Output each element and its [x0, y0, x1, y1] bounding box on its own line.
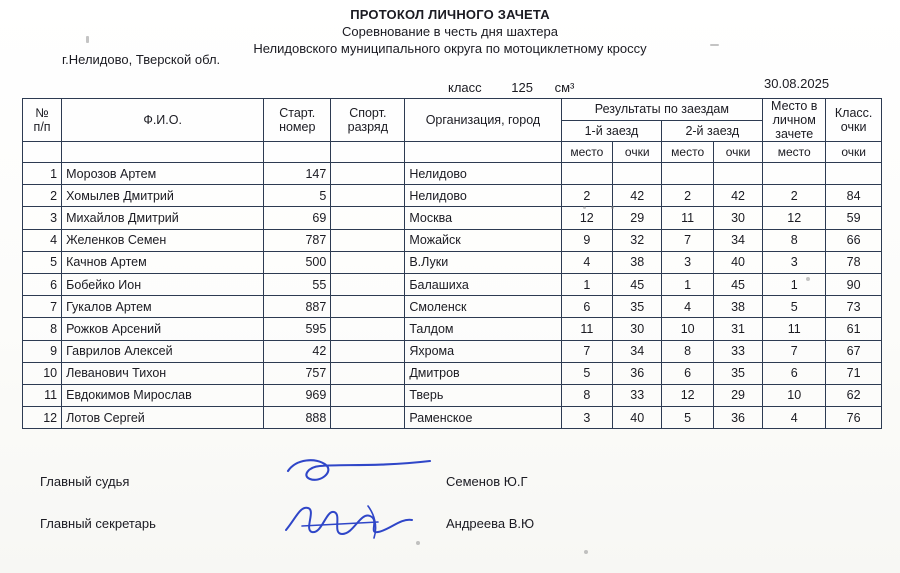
cell-start: 787	[264, 229, 331, 251]
subheader-empty-start	[264, 142, 331, 163]
header-start-number	[264, 99, 331, 142]
table-row	[23, 251, 882, 273]
cell-class-points	[826, 163, 882, 185]
header-race-2: 2-й заезд	[662, 120, 763, 142]
cell-race1-points: 32	[613, 229, 662, 251]
cell-number: 5	[23, 251, 62, 273]
paper-speck	[583, 206, 586, 209]
header-rank-line2: разряд	[347, 120, 388, 134]
cell-race2-points: 33	[713, 340, 762, 362]
cell-rank	[331, 185, 405, 207]
cell-race1-points: 45	[613, 273, 662, 295]
results-table	[22, 98, 882, 429]
cell-personal-place: 4	[763, 407, 826, 429]
cell-number: 6	[23, 273, 62, 295]
cell-race1-points: 38	[613, 251, 662, 273]
cell-class-points: 73	[826, 296, 882, 318]
cell-race1-place: 2	[561, 185, 613, 207]
cell-race2-place: 5	[662, 407, 714, 429]
document-header	[0, 6, 900, 57]
cell-fio: Хомылев Дмитрий	[62, 185, 264, 207]
subheader-race1-place: место	[561, 142, 613, 163]
subheader-class-points: очки	[826, 142, 882, 163]
cell-class-points: 84	[826, 185, 882, 207]
header-personal-line2: личном	[772, 113, 816, 127]
cell-number: 4	[23, 229, 62, 251]
header-points-line2: очки	[840, 120, 867, 134]
cell-number: 2	[23, 185, 62, 207]
cell-race2-points: 29	[713, 384, 762, 406]
header-personal-line3: зачете	[775, 127, 814, 141]
cell-race1-points: 34	[613, 340, 662, 362]
table-row	[23, 229, 882, 251]
cell-number: 9	[23, 340, 62, 362]
header-start-line1: Старт.	[279, 106, 316, 120]
cell-race2-place: 6	[662, 362, 714, 384]
cell-class-points: 76	[826, 407, 882, 429]
table-header-row-1	[23, 99, 882, 121]
header-start-line2: номер	[279, 120, 316, 134]
secretary-signature-icon	[282, 500, 442, 544]
cell-race1-points	[613, 163, 662, 185]
cell-race2-place	[662, 163, 714, 185]
cell-fio: Желенков Семен	[62, 229, 264, 251]
cell-rank	[331, 207, 405, 229]
cell-race1-points: 35	[613, 296, 662, 318]
cell-number: 3	[23, 207, 62, 229]
judge-name: Семенов Ю.Г	[446, 474, 528, 489]
cell-race2-place: 8	[662, 340, 714, 362]
cell-org: Талдом	[405, 318, 561, 340]
header-points-line1: Класс.	[834, 106, 873, 120]
cell-personal-place: 12	[763, 207, 826, 229]
cell-fio: Морозов Артем	[62, 163, 264, 185]
city-label: г.Нелидово, Тверской обл.	[62, 52, 221, 67]
cell-personal-place: 1	[763, 273, 826, 295]
cell-race2-place: 7	[662, 229, 714, 251]
cell-race2-place: 2	[662, 185, 714, 207]
cell-race1-place	[561, 163, 613, 185]
header-number	[23, 99, 62, 142]
cell-personal-place: 2	[763, 185, 826, 207]
class-value: 125	[511, 80, 533, 95]
cell-rank	[331, 251, 405, 273]
cell-fio: Леванович Тихон	[62, 362, 264, 384]
cell-start: 5	[264, 185, 331, 207]
judge-label: Главный судья	[40, 474, 130, 489]
cell-race1-points: 30	[613, 318, 662, 340]
cell-fio: Рожков Арсений	[62, 318, 264, 340]
table-row	[23, 407, 882, 429]
header-personal-place	[763, 99, 826, 142]
cell-start: 888	[264, 407, 331, 429]
header-organization: Организация, город	[405, 99, 561, 142]
cell-number: 8	[23, 318, 62, 340]
cell-org: Дмитров	[405, 362, 561, 384]
cell-org: В.Луки	[405, 251, 561, 273]
cell-race1-place: 11	[561, 318, 613, 340]
header-races-group: Результаты по заездам	[561, 99, 763, 121]
cell-race1-place: 3	[561, 407, 613, 429]
cell-personal-place: 7	[763, 340, 826, 362]
cell-personal-place: 3	[763, 251, 826, 273]
paper-speck	[584, 550, 588, 554]
cell-org: Раменское	[405, 407, 561, 429]
cell-race1-place: 8	[561, 384, 613, 406]
table-row	[23, 340, 882, 362]
cell-class-points: 66	[826, 229, 882, 251]
cell-start: 147	[264, 163, 331, 185]
cell-org: Балашиха	[405, 273, 561, 295]
cell-race2-place: 12	[662, 384, 714, 406]
cell-start: 887	[264, 296, 331, 318]
cell-race2-place: 4	[662, 296, 714, 318]
secretary-name: Андреева В.Ю	[446, 516, 535, 531]
cell-fio: Гаврилов Алексей	[62, 340, 264, 362]
table-subheader-row	[23, 142, 882, 163]
table-row	[23, 273, 882, 295]
cell-rank	[331, 273, 405, 295]
cell-class-points: 62	[826, 384, 882, 406]
cell-org: Яхрома	[405, 340, 561, 362]
cell-race1-place: 1	[561, 273, 613, 295]
table-row	[23, 362, 882, 384]
subheader-personal-place: место	[763, 142, 826, 163]
cell-rank	[331, 384, 405, 406]
cell-rank	[331, 362, 405, 384]
cell-org: Нелидово	[405, 163, 561, 185]
cell-rank	[331, 340, 405, 362]
cell-personal-place: 8	[763, 229, 826, 251]
cell-class-points: 78	[826, 251, 882, 273]
paper-speck	[416, 541, 420, 545]
cell-race2-points: 42	[713, 185, 762, 207]
document-date: 30.08.2025	[764, 76, 830, 91]
cell-fio: Гукалов Артем	[62, 296, 264, 318]
cell-org: Москва	[405, 207, 561, 229]
cell-personal-place: 10	[763, 384, 826, 406]
cell-class-points: 71	[826, 362, 882, 384]
cell-race2-place: 10	[662, 318, 714, 340]
cell-class-points: 61	[826, 318, 882, 340]
cell-number: 10	[23, 362, 62, 384]
subheader-race2-points: очки	[713, 142, 762, 163]
class-label: класс	[448, 80, 482, 95]
cell-org: Нелидово	[405, 185, 561, 207]
cell-personal-place	[763, 163, 826, 185]
cell-class-points: 90	[826, 273, 882, 295]
paper-speck	[86, 36, 89, 43]
page-title: ПРОТОКОЛ ЛИЧНОГО ЗАЧЕТА	[350, 7, 550, 22]
table-head	[23, 99, 882, 163]
cell-race2-points: 36	[713, 407, 762, 429]
cell-race1-points: 29	[613, 207, 662, 229]
cell-race2-place: 3	[662, 251, 714, 273]
cell-rank	[331, 407, 405, 429]
table-row	[23, 163, 882, 185]
cell-rank	[331, 229, 405, 251]
cell-race1-place: 5	[561, 362, 613, 384]
subheader-empty-fio	[62, 142, 264, 163]
cell-start: 757	[264, 362, 331, 384]
subtitle-line-1: Соревнование в честь дня шахтера	[342, 24, 558, 39]
judge-signature-icon	[282, 455, 442, 495]
subheader-empty-rank	[331, 142, 405, 163]
header-number-line2: п/п	[33, 120, 51, 134]
cell-start: 55	[264, 273, 331, 295]
cell-race1-points: 40	[613, 407, 662, 429]
cell-number: 11	[23, 384, 62, 406]
cell-fio: Качнов Артем	[62, 251, 264, 273]
cell-race2-place: 1	[662, 273, 714, 295]
subheader-empty-number	[23, 142, 62, 163]
cell-personal-place: 5	[763, 296, 826, 318]
cell-class-points: 67	[826, 340, 882, 362]
paper-speck	[611, 206, 614, 209]
table-row	[23, 207, 882, 229]
cell-fio: Евдокимов Мирослав	[62, 384, 264, 406]
subheader-race2-place: место	[662, 142, 714, 163]
cell-race1-points: 36	[613, 362, 662, 384]
cell-personal-place: 11	[763, 318, 826, 340]
class-units: см³	[554, 80, 575, 95]
paper-speck	[806, 277, 810, 281]
cell-start: 42	[264, 340, 331, 362]
table-row	[23, 318, 882, 340]
secretary-label: Главный секретарь	[40, 516, 156, 531]
cell-race2-points: 34	[713, 229, 762, 251]
class-line	[448, 80, 574, 95]
paper-speck	[710, 44, 719, 46]
header-class-points	[826, 99, 882, 142]
cell-org: Тверь	[405, 384, 561, 406]
cell-race2-points: 31	[713, 318, 762, 340]
cell-org: Смоленск	[405, 296, 561, 318]
subheader-empty-org	[405, 142, 561, 163]
header-fio: Ф.И.О.	[62, 99, 264, 142]
cell-race2-place: 11	[662, 207, 714, 229]
cell-race1-place: 7	[561, 340, 613, 362]
cell-rank	[331, 296, 405, 318]
header-personal-line1: Место в	[771, 99, 818, 113]
cell-race1-points: 33	[613, 384, 662, 406]
subtitle-line-2: Нелидовского муниципального округа по мотоциклетному кроссу	[253, 41, 647, 56]
header-rank-line1: Спорт.	[349, 106, 387, 120]
cell-race2-points: 45	[713, 273, 762, 295]
header-number-line1: №	[35, 106, 49, 120]
cell-number: 12	[23, 407, 62, 429]
cell-start: 969	[264, 384, 331, 406]
cell-fio: Бобейко Ион	[62, 273, 264, 295]
cell-class-points: 59	[826, 207, 882, 229]
cell-start: 595	[264, 318, 331, 340]
cell-race1-place: 4	[561, 251, 613, 273]
cell-fio: Михайлов Дмитрий	[62, 207, 264, 229]
cell-race2-points: 38	[713, 296, 762, 318]
cell-start: 69	[264, 207, 331, 229]
cell-number: 1	[23, 163, 62, 185]
header-race-1: 1-й заезд	[561, 120, 662, 142]
cell-race1-place: 12	[561, 207, 613, 229]
cell-fio: Лотов Сергей	[62, 407, 264, 429]
cell-rank	[331, 163, 405, 185]
cell-race1-place: 9	[561, 229, 613, 251]
cell-race1-place: 6	[561, 296, 613, 318]
cell-personal-place: 6	[763, 362, 826, 384]
table-row	[23, 296, 882, 318]
cell-race2-points: 40	[713, 251, 762, 273]
table-body	[23, 163, 882, 429]
cell-race2-points: 35	[713, 362, 762, 384]
table-row	[23, 384, 882, 406]
cell-rank	[331, 318, 405, 340]
cell-race2-points	[713, 163, 762, 185]
table-row	[23, 185, 882, 207]
cell-start: 500	[264, 251, 331, 273]
cell-race2-points: 30	[713, 207, 762, 229]
cell-org: Можайск	[405, 229, 561, 251]
header-sport-rank	[331, 99, 405, 142]
subheader-race1-points: очки	[613, 142, 662, 163]
cell-race1-points: 42	[613, 185, 662, 207]
cell-number: 7	[23, 296, 62, 318]
